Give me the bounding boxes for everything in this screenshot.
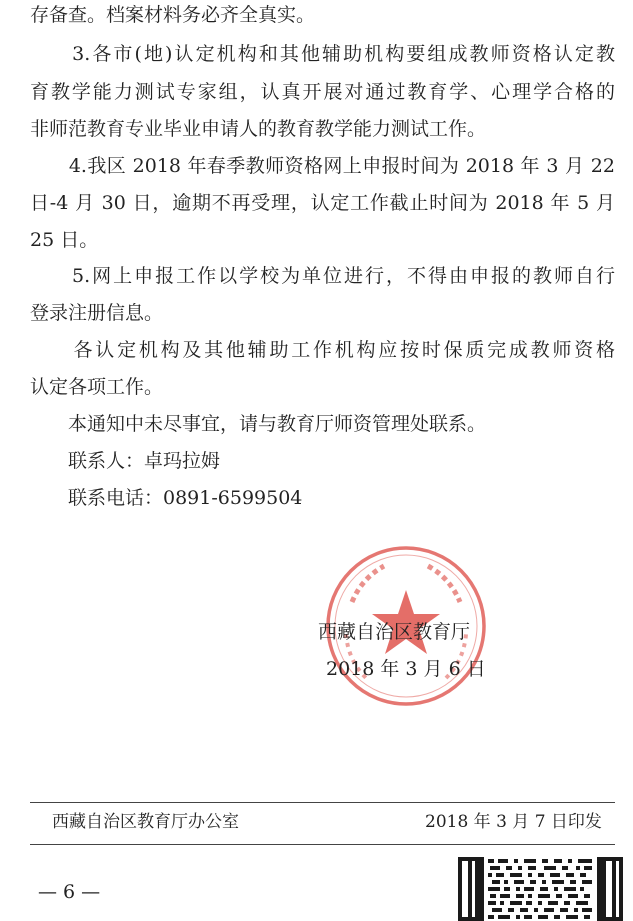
body-line-7: 25 日。 bbox=[30, 229, 99, 251]
barcode-image bbox=[458, 857, 623, 921]
body-line-1: 存备查。档案材料务必齐全真实。 bbox=[30, 4, 316, 26]
body-line-6: 日-4 月 30 日，逾期不再受理，认定工作截止时间为 2018 年 5 月 bbox=[30, 192, 615, 214]
body-line-11: 认定各项工作。 bbox=[30, 376, 164, 398]
footer-divider-bottom bbox=[30, 844, 615, 845]
signature-organization: 西藏自治区教育厅 bbox=[318, 621, 471, 643]
body-line-12: 本通知中未尽事宜，请与教育厅师资管理处联系。 bbox=[30, 413, 487, 435]
body-line-8: 5.网上申报工作以学校为单位进行，不得由申报的教师自行 bbox=[30, 265, 615, 287]
body-line-14: 联系电话：0891-6599504 bbox=[30, 487, 303, 509]
page-number: — 6 — bbox=[38, 881, 101, 903]
signature-date: 2018 年 3 月 6 日 bbox=[326, 658, 486, 680]
qr-code-icon bbox=[458, 857, 623, 921]
footer-issuer: 西藏自治区教育厅办公室 bbox=[52, 812, 239, 832]
body-line-10: 各认定机构及其他辅助工作机构应按时保质完成教师资格 bbox=[30, 339, 615, 361]
footer-issue-date: 2018 年 3 月 7 日印发 bbox=[425, 812, 602, 832]
body-line-2: 3.各市(地)认定机构和其他辅助机构要组成教师资格认定教 bbox=[30, 43, 615, 65]
body-line-4: 非师范教育专业毕业申请人的教育教学能力测试工作。 bbox=[30, 118, 487, 140]
body-line-9: 登录注册信息。 bbox=[30, 302, 164, 324]
footer-divider-top bbox=[30, 802, 615, 803]
body-line-5: 4.我区 2018 年春季教师资格网上申报时间为 2018 年 3 月 22 bbox=[30, 155, 615, 177]
body-line-3: 育教学能力测试专家组，认真开展对通过教育学、心理学合格的 bbox=[30, 81, 615, 103]
body-line-13: 联系人：卓玛拉姆 bbox=[30, 450, 221, 472]
